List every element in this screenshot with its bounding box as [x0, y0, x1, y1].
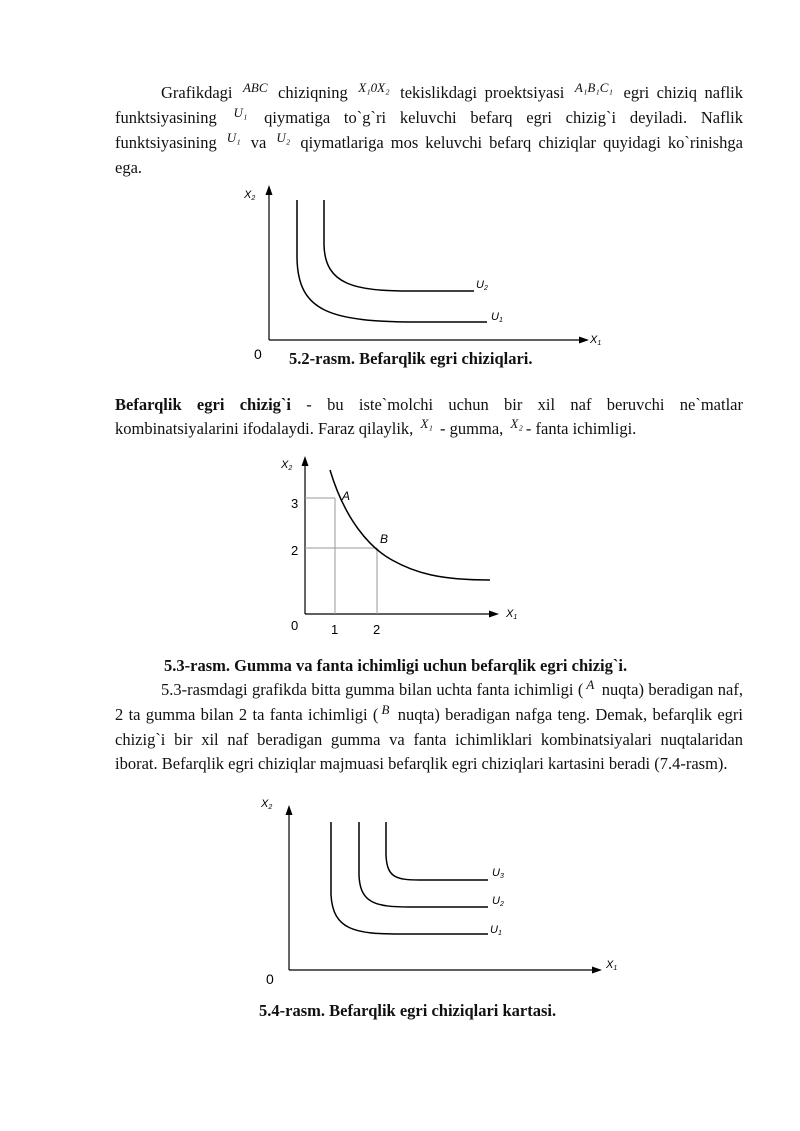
math-u2: U₂ [276, 130, 291, 145]
text-run: tekislikdagi proektsiyasi [392, 83, 572, 102]
y-axis-label: X2 [261, 798, 273, 811]
math-a1b1c1: A₁B₁C₁ [574, 80, 614, 95]
y-axis-label: X2 [281, 459, 293, 472]
curve-label-u1: U1 [490, 924, 502, 937]
text-run: egri chiziq naflik funktsiyasining [115, 83, 743, 127]
text-run: qiymatiga to`g`ri keluvchi befarq egri chizig`i deyiladi. Naflik funktsiyasining [115, 108, 743, 152]
x-axis-label: X1 [590, 334, 602, 347]
figure-caption-5-2: 5.2-rasm. Befarqlik egri chiziqlari. [289, 349, 533, 368]
text-run: chiziqning [270, 83, 356, 102]
math-x1-0-x2: X₁0X₂ [358, 80, 390, 95]
origin-label: 0 [266, 971, 274, 987]
text-run: qiymatlariga mos keluvchi befarq chiziqlar quyidagi ko`rinishga ega. [115, 133, 744, 177]
math-a: A [586, 677, 595, 692]
x-axis-label: X1 [606, 959, 618, 972]
y-tick-2: 2 [291, 543, 299, 558]
text-run: 5.3-rasmdagi grafikda bitta gumma bilan uchta fanta ichimligi ( [161, 680, 584, 699]
figure-caption-5-3: 5.3-rasm. Gumma va fanta ichimligi uchun befarqlik egri chizig`i. [164, 656, 628, 675]
text-run: Grafikdagi [161, 83, 240, 102]
text-run: - fanta ichimligi. [525, 419, 637, 438]
x-axis-label: X1 [506, 608, 518, 621]
math-b: B [381, 702, 390, 717]
indifference-curve-u3 [386, 822, 488, 880]
text-run: nuqta) beradigan nafga teng. Demak, befarqlik egri chizig`i bir xil naf beradigan gumma va fanta ichimliklari kombinatsiyalari nuqtalaridan iborat. Befarqlik egri chiziqlar majmuasi befarqlik egri chiziqlari kartasini beradi (7.4-rasm). [115, 705, 743, 773]
origin-label: 0 [254, 346, 262, 362]
curve-label-u3: U3 [492, 867, 504, 880]
x-tick-2: 2 [373, 622, 381, 637]
text-run: - bu iste`molchi uchun bir xil naf beruvchi ne`matlar kombinatsiyalarini ifodalaydi. Faraz qilaylik, [115, 395, 743, 438]
text-run: va [243, 133, 274, 152]
figure-caption-5-4: 5.4-rasm. Befarqlik egri chiziqlari kartasi. [259, 1001, 557, 1020]
y-axis-label: X2 [244, 189, 256, 202]
math-x2: X₂ [510, 416, 523, 431]
math-x1: X₁ [420, 416, 433, 431]
curve-label-u1: U1 [491, 311, 503, 324]
math-u1: U₁ [226, 130, 241, 145]
term-bold: Befarqlik egri chizig`i [115, 395, 292, 414]
text-run: - gumma, [435, 419, 508, 438]
y-axis-arrow [286, 805, 293, 815]
curve-label-u2: U2 [476, 279, 488, 292]
point-label-a: A [342, 489, 351, 503]
curve-label-u2: U2 [492, 895, 504, 908]
text-run: nuqta) beradigan naf, 2 ta gumma bilan 2 ta fanta ichimligi ( [115, 680, 743, 724]
x-axis-arrow [592, 967, 602, 974]
indifference-curve-u2 [359, 822, 488, 907]
math-abc: ABC [242, 80, 268, 95]
y-tick-3: 3 [291, 496, 299, 511]
indifference-curve-u1 [331, 822, 488, 934]
math-u1: U₁ [233, 105, 248, 120]
point-label-b: B [380, 532, 389, 546]
x-tick-1: 1 [331, 622, 339, 637]
origin-label: 0 [291, 618, 299, 633]
